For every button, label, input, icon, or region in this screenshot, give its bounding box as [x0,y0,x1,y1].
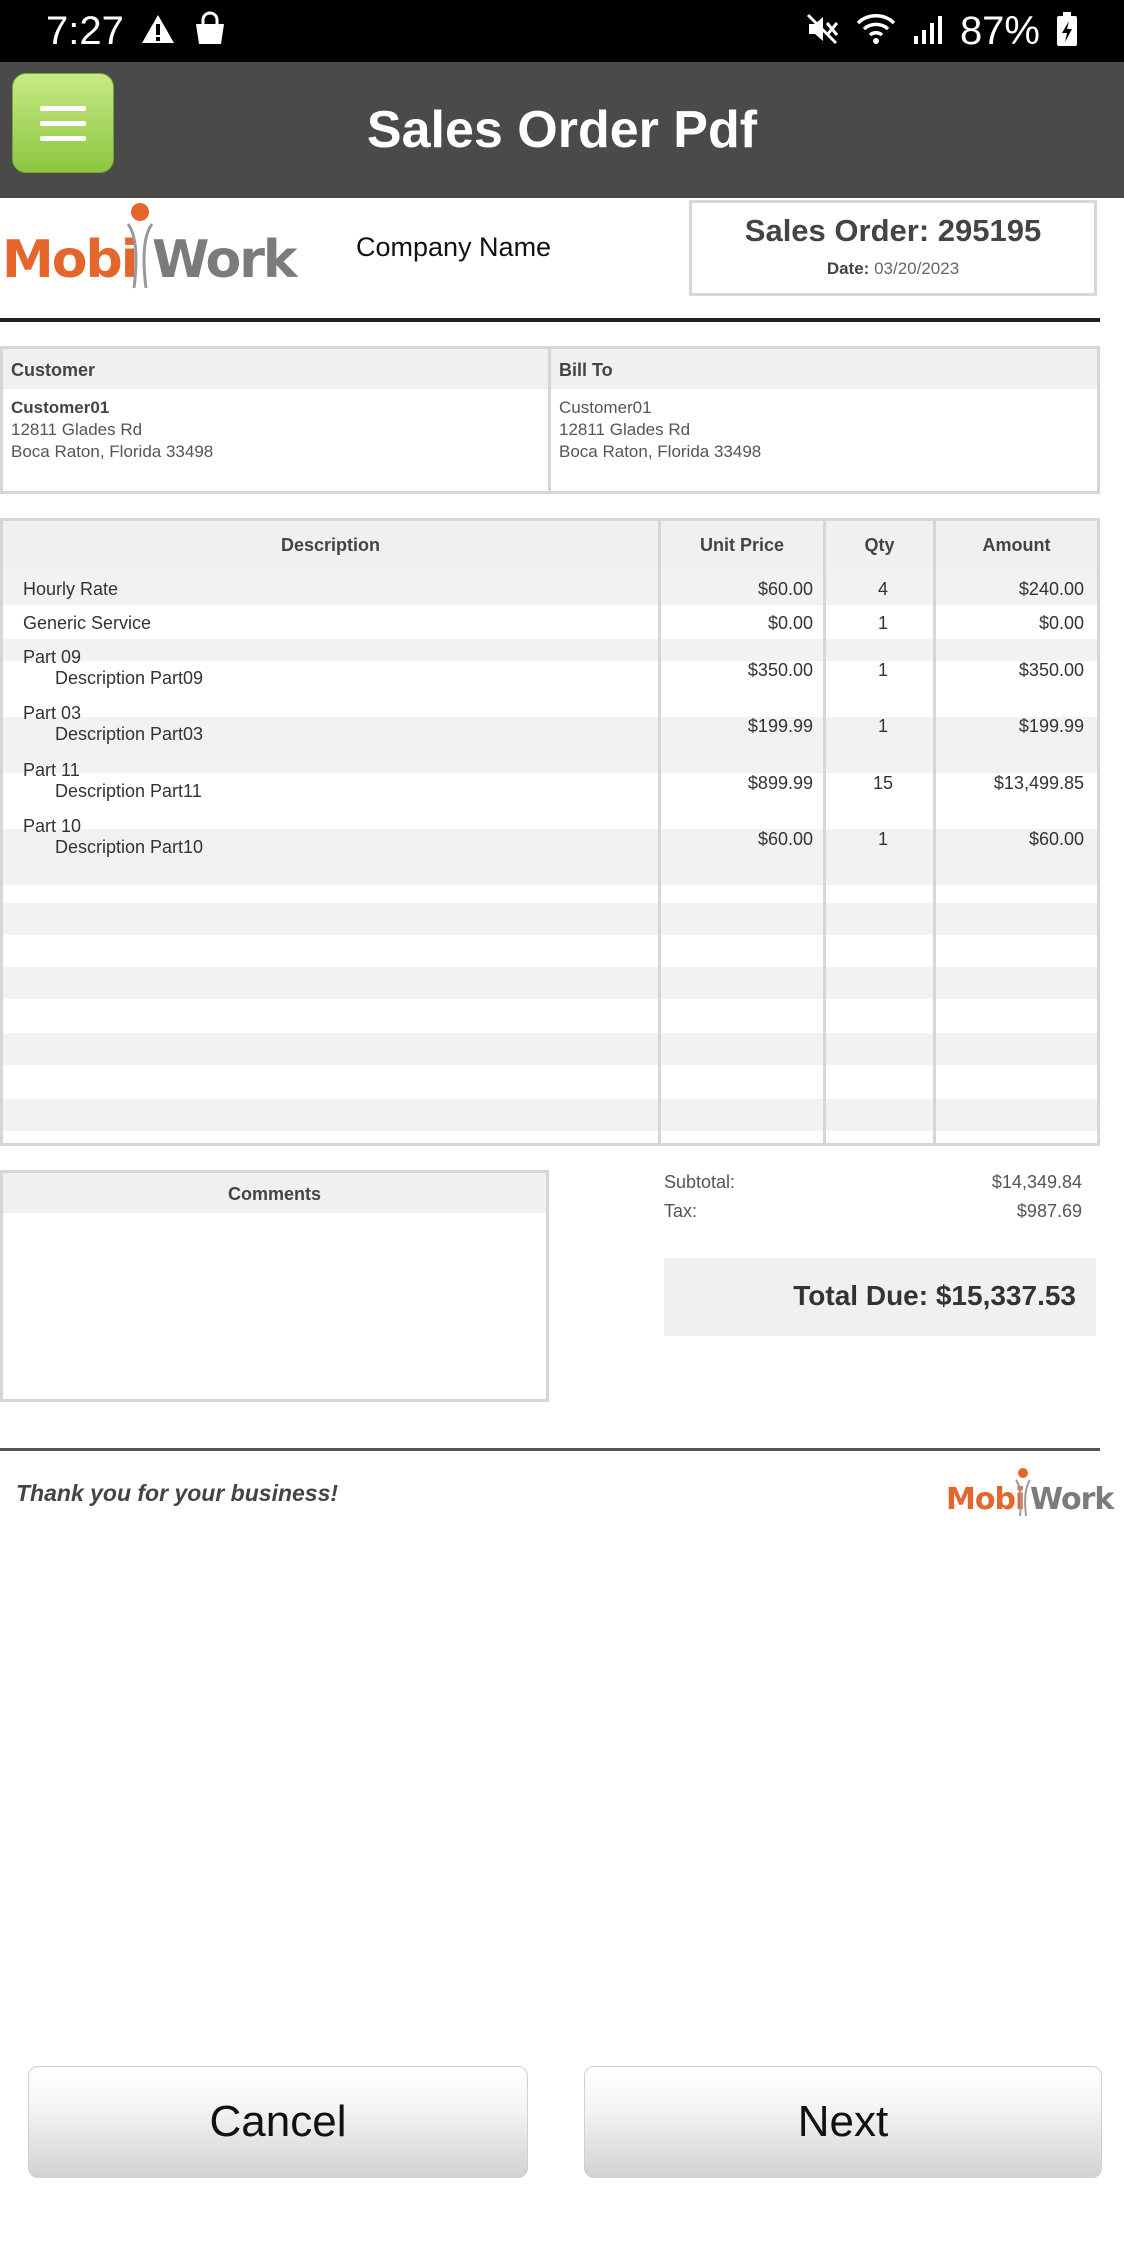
tax-label: Tax: [664,1201,698,1221]
bill-to-box: Bill To Customer01 12811 Glades Rd Boca Raton, Florida 33498 [548,346,1100,494]
mobiwork-logo: Mobi Work [0,200,270,292]
page-title: Sales Order Pdf [366,101,758,159]
mute-icon [806,13,840,50]
cancel-button[interactable]: Cancel [28,2066,528,2178]
tax-value: $987.69 [1016,1201,1082,1221]
status-time: 7:27 [46,8,124,53]
comments-box: Comments [0,1170,549,1402]
sales-order-box [689,200,1097,296]
signal-icon [912,14,944,49]
mobiwork-logo-small: Mobi Work [944,1466,1084,1518]
header-unit-price: Unit Price [699,535,785,555]
total-due: Total Due: $15,337.53 [664,1258,1096,1336]
warning-icon [140,13,176,50]
sales-order-number: Sales Order: 295195 [744,213,1042,248]
shopping-bag-icon [192,11,228,52]
app-header [0,62,1124,198]
totals [664,1172,1096,1230]
header-description: Description [280,535,381,555]
divider [0,318,1100,322]
header-qty: Qty [864,535,895,555]
battery-percent: 87% [959,8,1040,53]
next-button[interactable]: Next [584,2066,1102,2178]
header-amount: Amount [982,535,1051,555]
status-bar [0,0,1124,62]
thank-you-note: Thank you for your business! [16,1480,339,1506]
subtotal-label: Subtotal: [664,1172,736,1192]
company-name: Company Name [356,232,552,262]
wifi-icon [856,13,896,50]
line-items-table: Description Unit Price Qty Amount Hourly Rate $60.00 4 $240.00 Generic Service $0.00 1 $0.00 Part 09 Description Part09 $350.00 1 $350.00 Part 03 Description Part03 $199.99 1 $199.99 Part 11 Description Part11 $899.99 15 $13,499.85 Part 10 Description Part10 $60.00 1 $60.00 [0,518,1100,1146]
order-date: Date: 03/20/2023 [826,259,960,278]
divider [0,1448,1100,1451]
subtotal-value: $14,349.84 [991,1172,1082,1192]
battery-charging-icon [1056,12,1078,51]
customer-box: Customer Customer01 12811 Glades Rd Boca Raton, Florida 33498 [0,346,551,494]
